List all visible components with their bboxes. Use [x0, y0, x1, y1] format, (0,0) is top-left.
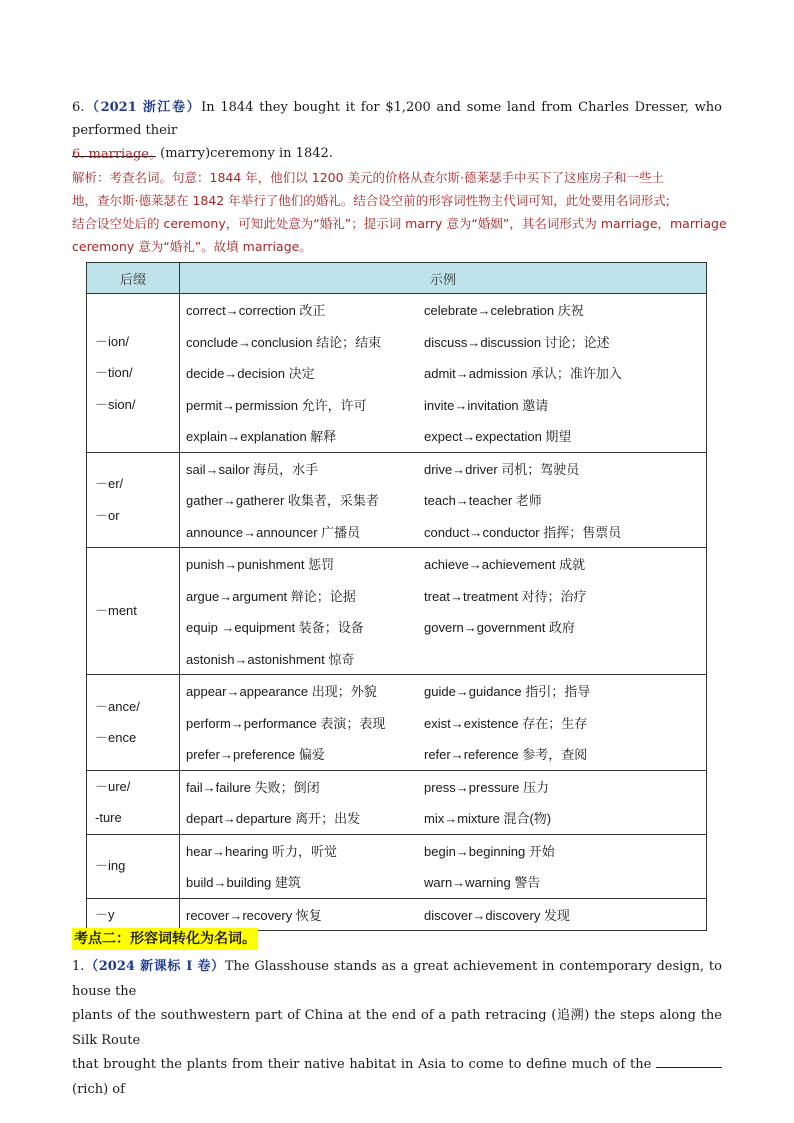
example-right: refer→reference 参考，查阅	[424, 747, 588, 763]
examples-cell	[180, 770, 707, 834]
table-row	[87, 452, 707, 548]
example-left: depart→departure 离开；出发	[186, 811, 361, 827]
examples-cell	[180, 834, 707, 898]
example-left: prefer→preference 偏爱	[186, 747, 325, 763]
example-left: perform→performance 表演；表现	[186, 715, 386, 731]
suffix-label: －sion/	[95, 396, 136, 412]
example-left: conclude→conclusion 结论；结束	[186, 334, 382, 350]
question-1	[72, 955, 722, 1102]
analysis-line: ceremony 意为“婚礼”。故填 marriage。	[72, 239, 312, 254]
example-right: press→pressure 压力	[424, 779, 549, 795]
example-right: achieve→achievement 成就	[424, 557, 586, 573]
example-right: expect→expectation 期望	[424, 429, 572, 445]
analysis-line: 结合设空处后的 ceremony，可知此处意为“婚礼”；提示词 marry 意为“婚姻”，其名词形式为 marriage，marriage	[72, 216, 727, 231]
suffix-label: －y	[95, 906, 115, 922]
question-text: plants of the southwestern part of China at the end of a path retracing (追溯) the steps along the Silk Route	[72, 1008, 722, 1048]
suffix-label: －ing	[95, 858, 126, 874]
question-source: （2021 浙江卷）	[84, 100, 202, 115]
suffix-cell	[87, 548, 180, 675]
example-row	[186, 899, 700, 931]
example-left: astonish→astonishment 惊奇	[186, 651, 355, 667]
question-text: that brought the plants from their native habitat in Asia to come to define much of the	[72, 1057, 652, 1072]
example-right: discuss→discussion 讨论；论述	[424, 334, 610, 350]
suffix-cell	[87, 898, 180, 931]
example-left: argue→argument 辩论；论据	[186, 588, 356, 604]
example-row	[186, 643, 700, 675]
table-row	[87, 548, 707, 675]
example-right: conduct→conductor 指挥；售票员	[424, 524, 622, 540]
example-right: drive→driver 司机；驾驶员	[424, 461, 580, 477]
example-right: invite→invitation 邀请	[424, 397, 549, 413]
example-row	[186, 675, 700, 707]
suffix-label: －ure/	[95, 778, 131, 794]
example-row	[186, 357, 700, 389]
header-suffix: 后缀	[87, 263, 180, 294]
example-left: hear→hearing 听力，听觉	[186, 843, 337, 859]
suffix-label: -ture	[95, 810, 122, 825]
table-row	[87, 898, 707, 931]
example-right: treat→treatment 对待；治疗	[424, 588, 587, 604]
example-right: warn→warning 警告	[424, 875, 541, 891]
example-right: mix→mixture 混合(物)	[424, 811, 552, 827]
example-right: celebrate→celebration 庆祝	[424, 303, 584, 319]
table-row	[87, 675, 707, 771]
example-row	[186, 771, 700, 803]
example-row	[186, 516, 700, 548]
example-row	[186, 326, 700, 358]
question-number: 6.	[72, 100, 85, 115]
suffix-cell	[87, 675, 180, 771]
suffix-cell	[87, 452, 180, 548]
question-text: In 1844 they bought it for $1,200 and some land from Charles Dresser, who performed their	[72, 100, 722, 138]
example-row	[186, 548, 700, 580]
analysis-line: 地，查尔斯·德莱瑟在 1842 年举行了他们的婚礼。结合设空前的形容词性物主代词可知，此处要用名词形式;	[72, 193, 670, 208]
question-text: (rich) of	[72, 1081, 125, 1097]
suffix-label: －tion/	[95, 365, 133, 380]
example-left: equip →equipment 装备；设备	[186, 620, 364, 636]
example-left: recover→recovery 恢复	[186, 907, 322, 923]
suffix-label: －or	[95, 507, 120, 523]
example-left: announce→announcer 广播员	[186, 524, 361, 540]
example-row	[186, 484, 700, 516]
suffix-cell	[87, 770, 180, 834]
example-row	[186, 738, 700, 770]
example-row	[186, 294, 700, 326]
example-left: punish→punishment 惩罚	[186, 557, 335, 573]
example-row	[186, 453, 700, 485]
example-right: begin→beginning 开始	[424, 843, 555, 859]
examples-cell	[180, 294, 707, 453]
example-left: fail→failure 失败；倒闭	[186, 779, 320, 795]
answer-blank[interactable]	[656, 1053, 722, 1068]
example-right: exist→existence 存在；生存	[424, 715, 588, 731]
suffix-cell	[87, 294, 180, 453]
examples-cell	[180, 452, 707, 548]
example-left: build→building 建筑	[186, 875, 301, 891]
suffix-table	[86, 262, 707, 931]
table-header-row	[87, 263, 707, 294]
header-examples: 示例	[180, 263, 707, 294]
question-text: The Glasshouse stands as a great achievement in contemporary design, to house the	[72, 959, 722, 999]
example-left: permit→permission 允许，许可	[186, 397, 367, 413]
table-row	[87, 294, 707, 453]
example-left: sail→sailor 海员，水手	[186, 461, 319, 477]
example-row	[186, 611, 700, 643]
question-number: 1.	[72, 959, 85, 974]
examples-cell	[180, 898, 707, 931]
question-source: （2024 新课标 I 卷）	[84, 959, 225, 974]
example-row	[186, 420, 700, 452]
example-row	[186, 580, 700, 612]
example-left: appear→appearance 出现；外貌	[186, 684, 377, 700]
table-row	[87, 834, 707, 898]
example-row	[186, 802, 700, 834]
example-row	[186, 866, 700, 898]
answer-line: 6. marriage。	[72, 147, 162, 162]
suffix-cell	[87, 834, 180, 898]
table-row	[87, 770, 707, 834]
example-row	[186, 707, 700, 739]
examples-cell	[180, 548, 707, 675]
example-right: admit→admission 承认；准许加入	[424, 366, 622, 382]
example-right: guide→guidance 指引；指导	[424, 684, 591, 700]
analysis-block	[72, 166, 727, 258]
example-row	[186, 835, 700, 867]
suffix-label: －ance/	[95, 698, 140, 714]
example-left: gather→gatherer 收集者，采集者	[186, 493, 379, 509]
examples-cell	[180, 675, 707, 771]
section-title: 考点二：形容词转化为名词。	[72, 928, 258, 950]
example-left: explain→explanation 解释	[186, 429, 337, 445]
suffix-label: －ion/	[95, 333, 129, 349]
example-right: discover→discovery 发现	[424, 907, 570, 923]
example-row	[186, 389, 700, 421]
question-text-cont: (marry)ceremony in 1842.	[160, 146, 333, 161]
suffix-label: －er/	[95, 476, 124, 492]
suffix-label: －ence	[95, 730, 137, 746]
analysis-line: 解析：考查名词。句意：1844 年，他们以 1200 美元的价格从查尔斯·德莱瑟手中买下了这座房子和一些土	[72, 170, 665, 185]
example-left: decide→decision 决定	[186, 366, 315, 382]
example-right: teach→teacher 老师	[424, 493, 542, 509]
example-left: correct→correction 改正	[186, 303, 326, 319]
suffix-label: －ment	[95, 603, 137, 619]
example-right: govern→government 政府	[424, 620, 576, 636]
